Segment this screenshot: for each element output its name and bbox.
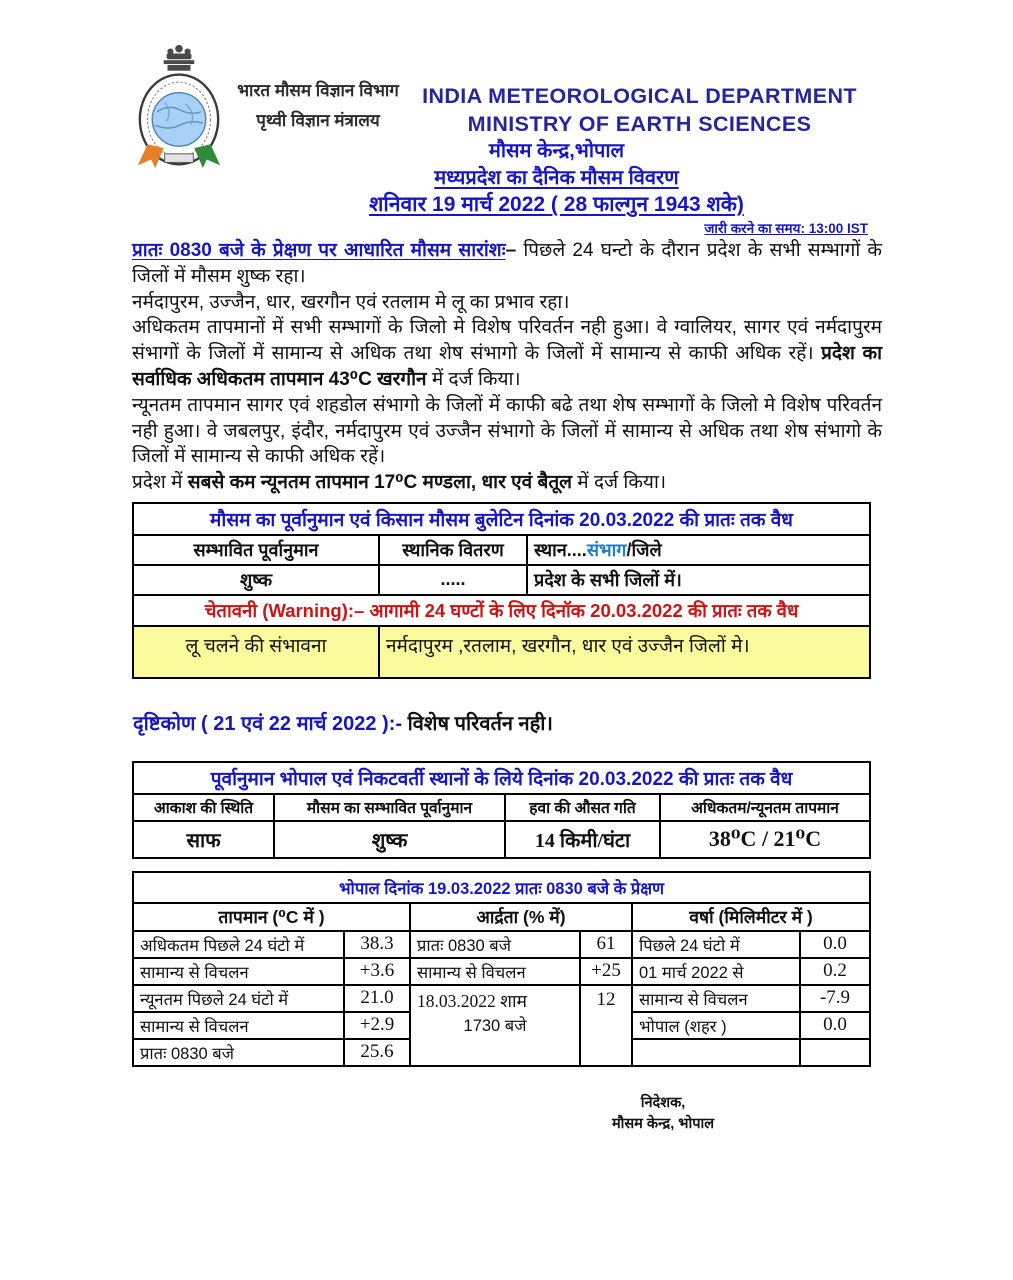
rain-empty-value-cell (800, 1039, 870, 1066)
temp-min-label: न्यूनतम पिछले 24 घंटो में (133, 985, 344, 1012)
min-temp-highlight: सबसे कम न्यूनतम तापमान 17⁰C मण्डला, धार एवं बैतूल (187, 472, 573, 494)
summary-paragraph-4: न्यूनतम तापमान सागर एवं शहडोल संभागो के जिलों में काफी बढे तथा शेष सम्भागों के जिलो मे विशेष परिवर्तन नही हुआ। वे जबलपुर, इंदौर, नर्मदापुरम एवं उज्जैन संभागो के जिलों में सामान्य से अधिक तथा शेष संभागो के जिलों में सामान्य से काफी अधिक रहें। (132, 394, 882, 468)
humidity-deviation-label: सामान्य से विचलन (410, 958, 580, 985)
place-value: प्रदेश के सभी जिलों में। (527, 565, 870, 595)
max-min-temp-value: 38⁰C / 21⁰C (660, 821, 870, 858)
rain-since-march-value: 0.2 (800, 958, 870, 985)
outlook-lead: दृष्टिकोण ( 21 एवं 22 मार्च 2022 ):- (133, 712, 403, 735)
rain-deviation-label: सामान्य से विचलन (632, 985, 800, 1012)
temp-max-deviation-label: सामान्य से विचलन (133, 958, 344, 985)
observations-table (132, 871, 871, 1067)
issue-time: जारी करने का समय: 13:00 IST (704, 221, 868, 236)
summary-paragraph-5: प्रदेश में सबसे कम न्यूनतम तापमान 17⁰C मण्डला, धार एवं बैतूल में दर्ज किया। (132, 472, 667, 494)
max-min-temp-header: अधिकतम/न्यूनतम तापमान (660, 794, 870, 821)
observations-title-row (133, 872, 870, 903)
outlook-line: दृष्टिकोण ( 21 एवं 22 मार्च 2022 ):- विशेष परिवर्तन नही। (133, 712, 553, 735)
forecast-value: शुष्क (133, 565, 379, 595)
temp-min-deviation-label: सामान्य से विचलन (133, 1012, 344, 1039)
weather-summary (132, 238, 882, 496)
temp-min-value: 21.0 (344, 985, 410, 1012)
forecast-col-header: सम्भावित पूर्वानुमान (133, 535, 379, 565)
sky-condition-header: आकाश की स्थिति (133, 794, 274, 821)
humidity-morning-value: 61 (580, 931, 632, 958)
summary-paragraph-2: नर्मदापुरम, उज्जैन, धार, खरगौन एवं रतलाम मे लू का प्रभाव रहा। (132, 291, 570, 313)
place-col-header: स्थान....संभाग/जिले (527, 535, 870, 565)
temp-max-value: 38.3 (344, 931, 410, 958)
temp-max-label: अधिकतम पिछले 24 घंटो में (133, 931, 344, 958)
forecast-table (132, 502, 871, 596)
max-temp-highlight: प्रदेश का सर्वाधिक अधिकतम तापमान 43⁰C खरगौन (132, 343, 882, 390)
rain-since-march-label: 01 मार्च 2022 से (632, 958, 800, 985)
wind-speed-header: हवा की औसत गति (505, 794, 660, 821)
humidity-evening-label: 18.03.2022 शाम 1730 बजे (410, 985, 580, 1066)
observations-title: भोपाल दिनांक 19.03.2022 प्रातः 0830 बजे के प्रेक्षण (133, 872, 870, 903)
signature-office: मौसम केन्द्र, भोपाल (611, 1115, 715, 1132)
likely-forecast-header: मौसम का सम्भावित पूर्वानुमान (274, 794, 505, 821)
sky-condition-value: साफ (133, 821, 274, 858)
bhopal-forecast-title: पूर्वानुमान भोपाल एवं निकटवर्ती स्थानों के लिये दिनांक 20.03.2022 की प्रातः तक वैध (133, 762, 870, 794)
summary-lead: प्रातः 0830 बजे के प्रेक्षण पर आधारित मौसम सारांशः (132, 240, 506, 261)
temp-min-deviation-value: +2.9 (344, 1012, 410, 1039)
summary-paragraph-3: अधिकतम तापमानों में सभी सम्भागों के जिलो मे विशेष परिवर्तन नही हुआ। वे ग्वालियर, सागर एवं नर्मदापुरम संभागों के जिलों में सामान्य से अधिक तथा शेष संभागो के जिलों में सामान्य से काफी अधिक रहें। प्रदेश का सर्वाधिक अधिकतम तापमान 43⁰C खरगौन में दर्ज किया। (132, 317, 882, 390)
observations-group-header-row (133, 903, 870, 931)
humidity-evening-value: 12 (580, 985, 632, 1066)
warning-title: चेतावनी (Warning):– आगामी 24 घण्टों के लिए दिनॉक 20.03.2022 की प्रातः तक वैध (133, 595, 870, 626)
wind-speed-value: 14 किमी/घंटा (505, 821, 660, 858)
forecast-table-title-row (133, 503, 870, 535)
bhopal-forecast-table (132, 761, 871, 859)
temp-morning-value: 25.6 (344, 1039, 410, 1066)
rainfall-group-header: वर्षा (मिलिमीटर में ) (632, 903, 870, 931)
department-name-hindi-line1: भारत मौसम विज्ञान विभाग (237, 81, 399, 100)
bulletin-date: शनिवार 19 मार्च 2022 ( 28 फाल्गुन 1943 शके) (369, 193, 744, 216)
department-name-english-line2: MINISTRY OF EARTH SCIENCES (467, 112, 812, 136)
forecast-table-data-row (133, 565, 870, 595)
department-name-english (412, 82, 867, 138)
department-name-hindi (218, 76, 418, 136)
warning-districts: नर्मदापुरम ,रतलाम, खरगौन, धार एवं उज्जैन जिलों मे। (379, 626, 870, 678)
humidity-deviation-value: +25 (580, 958, 632, 985)
temp-max-deviation-value: +3.6 (344, 958, 410, 985)
temp-morning-label: प्रातः 0830 बजे (133, 1039, 344, 1066)
humidity-group-header: आर्द्रता (% में) (410, 903, 632, 931)
bhopal-forecast-data-row (133, 821, 870, 858)
department-name-english-line1: INDIA METEOROLOGICAL DEPARTMENT (422, 84, 857, 108)
forecast-table-title: मौसम का पूर्वानुमान एवं किसान मौसम बुलेटिन दिनांक 20.03.2022 की प्रातः तक वैध (133, 503, 870, 535)
warning-title-row (133, 595, 870, 626)
department-name-hindi-line2: पृथ्वी विज्ञान मंत्रालय (256, 111, 380, 130)
division-word: संभाग (586, 539, 627, 560)
signature-block (553, 1093, 773, 1135)
bulletin-title: मध्यप्रदेश का दैनिक मौसम विवरण (434, 167, 679, 189)
rain-deviation-value: -7.9 (800, 985, 870, 1012)
bhopal-forecast-title-row (133, 762, 870, 794)
observations-row-1 (133, 931, 870, 958)
signature-title: निदेशक, (640, 1094, 686, 1111)
warning-event: लू चलने की संभावना (133, 626, 379, 678)
distribution-value: ..... (379, 565, 527, 595)
rain-24h-value: 0.0 (800, 931, 870, 958)
distribution-col-header: स्थानिक वितरण (379, 535, 527, 565)
warning-data-row (133, 626, 870, 678)
header (0, 0, 1013, 238)
weather-center-name: मौसम केन्द्र,भोपाल (488, 140, 625, 162)
warning-table (132, 594, 871, 679)
observations-row-3 (133, 985, 870, 1012)
bhopal-forecast-header-row (133, 794, 870, 821)
observations-row-2 (133, 958, 870, 985)
rain-24h-label: पिछले 24 घंटो में (632, 931, 800, 958)
forecast-table-header-row (133, 535, 870, 565)
rain-bhopal-city-label: भोपाल (शहर ) (632, 1012, 800, 1039)
temperature-group-header: तापमान (⁰C में ) (133, 903, 410, 931)
humidity-morning-label: प्रातः 0830 बजे (410, 931, 580, 958)
likely-forecast-value: शुष्क (274, 821, 505, 858)
summary-paragraph-1: प्रातः 0830 बजे के प्रेक्षण पर आधारित मौसम सारांशः– पिछले 24 घन्टो के दौरान प्रदेश के सभी सम्भागों के जिलों में मौसम शुष्क रहा। (132, 240, 882, 287)
rain-empty-label-cell (632, 1039, 800, 1066)
rain-bhopal-city-value: 0.0 (800, 1012, 870, 1039)
